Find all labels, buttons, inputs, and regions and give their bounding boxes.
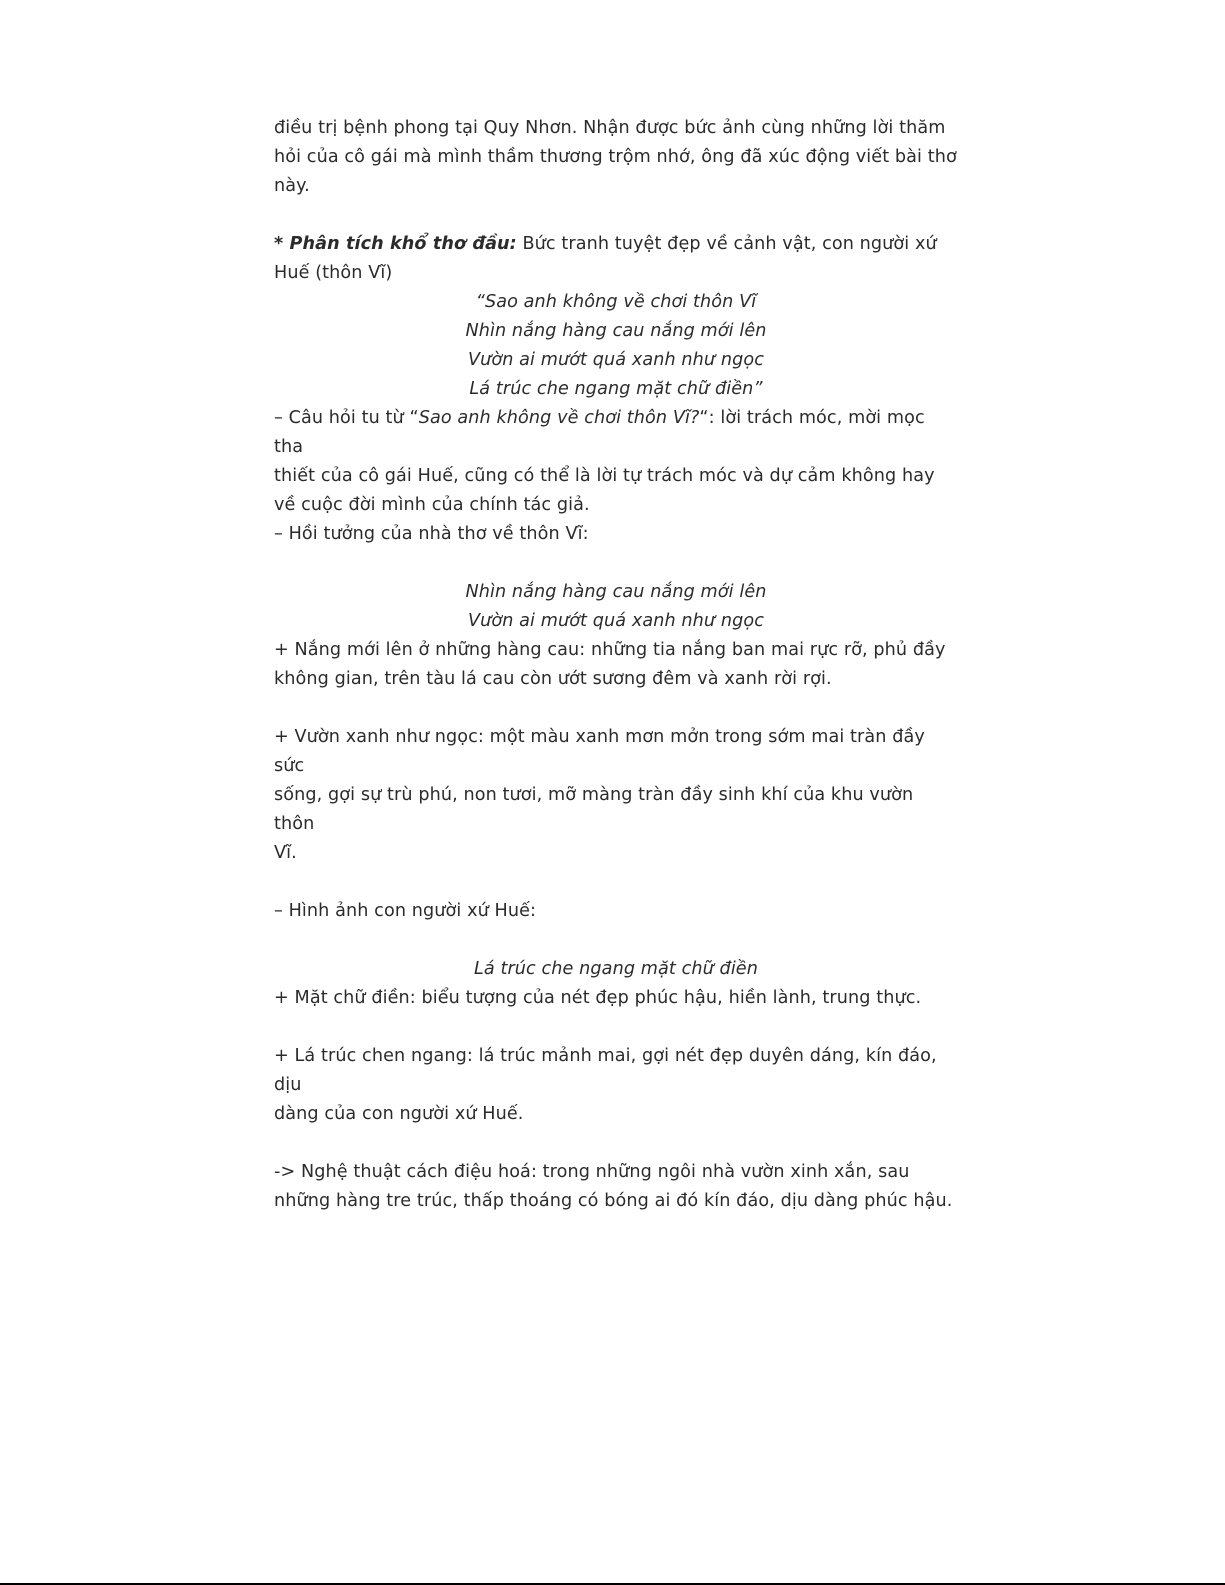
poem-line: Nhìn nắng hàng cau nắng mới lên (465, 582, 767, 602)
bamboo-point-line: + Lá trúc chen ngang: lá trúc mảnh mai, gợi nét đẹp duyên dáng, kín đáo, dịu (274, 1046, 937, 1095)
section-heading-text: Bức tranh tuyệt đẹp về cảnh vật, con người xứ (516, 234, 937, 254)
paragraph-gap (274, 201, 958, 230)
intro-line: hỏi của cô gái mà mình thầm thương trộm nhớ, ông đã xúc động viết bài thơ (274, 147, 957, 167)
rhetorical-question-line: về cuộc đời mình của chính tác giả. (274, 495, 590, 515)
poem-line: Vườn ai mướt quá xanh như ngọc (467, 611, 765, 631)
poem-line: Lá trúc che ngang mặt chữ điền” (469, 379, 763, 399)
rhetorical-question-suffix: “: lời trách móc, mời mọc tha (274, 408, 925, 457)
paragraph-gap (274, 549, 958, 578)
bamboo-point-line: dàng của con người xứ Huế. (274, 1104, 524, 1124)
section-heading: * Phân tích khổ thơ đầu: (274, 234, 517, 254)
poem-line: Nhìn nắng hàng cau nắng mới lên (465, 321, 767, 341)
document-body (274, 114, 958, 1216)
paragraph-gap (274, 694, 958, 723)
rhetorical-question-paragraph (274, 404, 958, 462)
paragraph-gap (274, 1129, 958, 1158)
paragraph-gap (274, 926, 958, 955)
sun-point-line: + Nắng mới lên ở những hàng cau: những tia nắng ban mai rực rỡ, phủ đầy (274, 640, 946, 660)
paragraph-gap (274, 1013, 958, 1042)
intro-line: này. (274, 176, 310, 196)
poem-line: Lá trúc che ngang mặt chữ điền (474, 959, 758, 979)
poem-line: Vườn ai mướt quá xanh như ngọc (467, 350, 765, 370)
paragraph-gap (274, 868, 958, 897)
rhetorical-question-line: thiết của cô gái Huế, cũng có thể là lời tự trách móc và dự cảm không hay (274, 466, 935, 486)
rhetorical-question-prefix: – Câu hỏi tu từ “ (274, 408, 419, 428)
face-point: + Mặt chữ điền: biểu tượng của nét đẹp phúc hậu, hiền lành, trung thực. (274, 988, 922, 1008)
garden-point-line: + Vườn xanh như ngọc: một màu xanh mơn mởn trong sớm mai tràn đầy sức (274, 727, 925, 776)
poem-line: “Sao anh không về chơi thôn Vĩ (475, 292, 757, 312)
art-point-line: những hàng tre trúc, thấp thoáng có bóng ai đó kín đáo, dịu dàng phúc hậu. (274, 1191, 953, 1211)
section-heading-paragraph (274, 230, 958, 259)
sun-point-line: không gian, trên tàu lá cau còn ướt sương đêm và xanh rời rợi. (274, 669, 832, 689)
intro-line: điều trị bệnh phong tại Quy Nhơn. Nhận được bức ảnh cùng những lời thăm (274, 118, 946, 138)
recall-heading: – Hồi tưởng của nhà thơ về thôn Vĩ: (274, 524, 589, 544)
rhetorical-question-quote: Sao anh không về chơi thôn Vĩ? (418, 408, 700, 428)
section-heading-text-continued: Huế (thôn Vĩ) (274, 263, 393, 283)
garden-point-line: sống, gợi sự trù phú, non tươi, mỡ màng tràn đầy sinh khí của khu vườn thôn (274, 785, 914, 834)
garden-point-line: Vĩ. (274, 843, 297, 863)
people-heading: – Hình ảnh con người xứ Huế: (274, 901, 537, 921)
art-point-line: -> Nghệ thuật cách điệu hoá: trong những ngôi nhà vườn xinh xắn, sau (274, 1162, 910, 1182)
